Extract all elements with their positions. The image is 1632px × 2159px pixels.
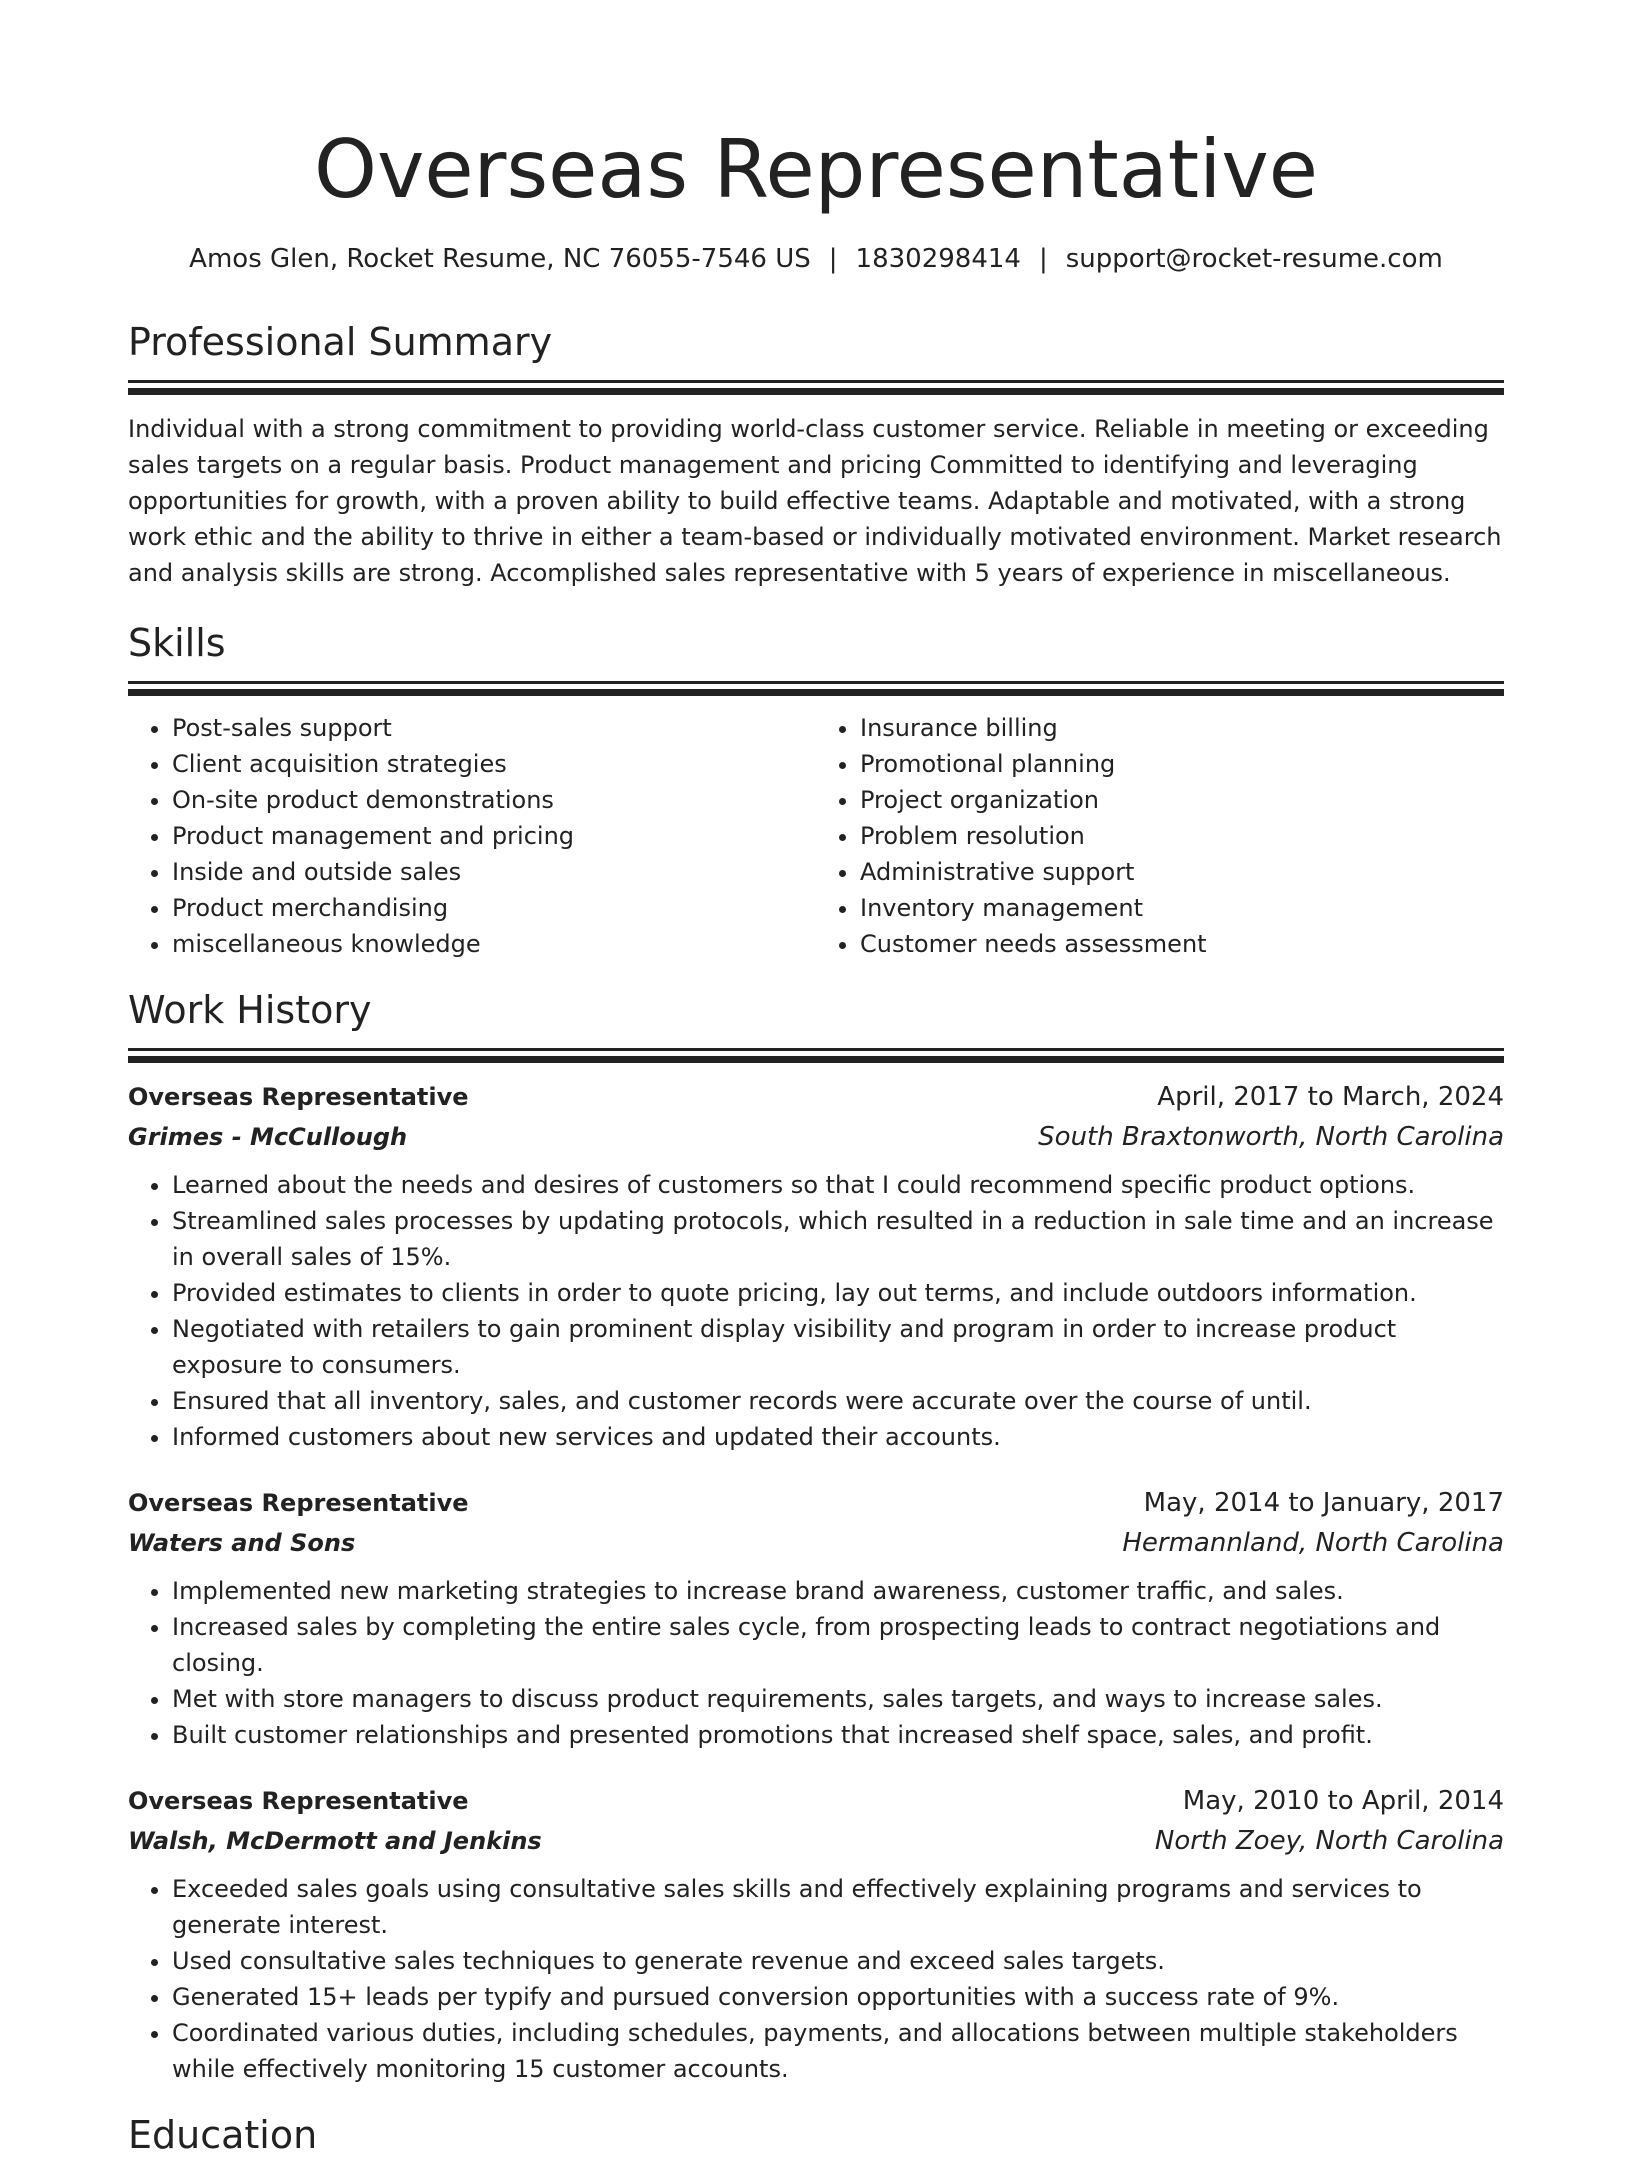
job-entry <box>128 1077 1504 1455</box>
job-dates: May, 2010 to April, 2014 <box>1182 1786 1504 1816</box>
skill-item: • Insurance billing <box>860 710 1504 746</box>
job-bullet: • Coordinated various duties, including schedules, payments, and allocations between multiple stakeholders while effectively monitoring 15 customer accounts. <box>172 2015 1504 2087</box>
skill-item: • On-site product demonstrations <box>172 782 816 818</box>
skill-item: • miscellaneous knowledge <box>172 926 816 962</box>
job-company-row <box>128 1117 1504 1157</box>
skill-item: • Inside and outside sales <box>172 854 816 890</box>
contact-address: Amos Glen, Rocket Resume, NC 76055-7546 US <box>189 244 811 274</box>
job-bullet: • Used consultative sales techniques to generate revenue and exceed sales targets. <box>172 1943 1504 1979</box>
job-bullet: • Informed customers about new services and updated their accounts. <box>172 1419 1504 1455</box>
skill-item: • Post-sales support <box>172 710 816 746</box>
job-entry <box>128 1781 1504 2087</box>
skills-list-right <box>816 710 1504 962</box>
skill-item: • Problem resolution <box>860 818 1504 854</box>
summary-section <box>128 318 1504 591</box>
contact-separator: | <box>1038 244 1048 274</box>
job-bullets <box>128 1871 1504 2087</box>
skills-heading: Skills <box>128 621 226 665</box>
job-title: Overseas Representative <box>128 1489 469 1517</box>
summary-text: Individual with a strong commitment to providing world-class customer service. Reliable in meeting or exceeding sales targets on a regular basis. Product management and pricing Committed to identifying and leveraging opportunities for growth, with a proven ability to build effective teams. Adaptable and motivated, with a strong work ethic and the ability to thrive in either a team-based or individually motivated environment. Market research and analysis skills are strong. Accomplished sales representative with 5 years of experience in miscellaneous. <box>128 415 1502 587</box>
job-title: Overseas Representative <box>128 1787 469 1815</box>
education-heading: Education <box>128 2113 318 2157</box>
job-header-row <box>128 1781 1504 1821</box>
job-bullet: • Generated 15+ leads per typify and pursued conversion opportunities with a success rate of 9%. <box>172 1979 1504 2015</box>
job-bullet: • Implemented new marketing strategies to increase brand awareness, customer traffic, and sales. <box>172 1573 1504 1609</box>
job-dates: April, 2017 to March, 2024 <box>1157 1082 1504 1112</box>
section-rule <box>128 1056 1504 1063</box>
contact-phone: 1830298414 <box>855 244 1021 274</box>
skill-item: • Administrative support <box>860 854 1504 890</box>
job-bullets <box>128 1573 1504 1753</box>
skill-item: • Customer needs assessment <box>860 926 1504 962</box>
section-rule <box>128 380 1504 383</box>
job-bullet: • Built customer relationships and presented promotions that increased shelf space, sales, and profit. <box>172 1717 1504 1753</box>
job-header-row <box>128 1483 1504 1523</box>
skill-item: • Promotional planning <box>860 746 1504 782</box>
skill-item: • Product management and pricing <box>172 818 816 854</box>
job-bullet: • Learned about the needs and desires of customers so that I could recommend specific product options. <box>172 1167 1504 1203</box>
job-bullet: • Streamlined sales processes by updating protocols, which resulted in a reduction in sale time and an increase in overall sales of 15%. <box>172 1203 1504 1275</box>
job-header-row <box>128 1077 1504 1117</box>
job-bullet: • Negotiated with retailers to gain prominent display visibility and program in order to increase product exposure to consumers. <box>172 1311 1504 1383</box>
job-company: Walsh, McDermott and Jenkins <box>128 1827 542 1855</box>
contact-separator: | <box>828 244 838 274</box>
section-rule <box>128 388 1504 395</box>
work-history-section <box>128 986 1504 2087</box>
section-rule <box>128 681 1504 684</box>
job-bullet: • Exceeded sales goals using consultative sales skills and effectively explaining programs and services to generate interest. <box>172 1871 1504 1943</box>
job-bullet: • Provided estimates to clients in order to quote pricing, lay out terms, and include outdoors information. <box>172 1275 1504 1311</box>
education-section <box>128 2111 1504 2159</box>
resume-title: Overseas Representative <box>314 123 1318 216</box>
skill-item: • Client acquisition strategies <box>172 746 816 782</box>
job-bullet: • Met with store managers to discuss product requirements, sales targets, and ways to increase sales. <box>172 1681 1504 1717</box>
summary-heading: Professional Summary <box>128 320 553 364</box>
work-history-heading: Work History <box>128 988 372 1032</box>
job-bullet: • Ensured that all inventory, sales, and customer records were accurate over the course of until. <box>172 1383 1504 1419</box>
job-company-row <box>128 1821 1504 1861</box>
section-rule <box>128 1048 1504 1051</box>
job-location: North Zoey, North Carolina <box>1154 1826 1504 1856</box>
job-location: Hermannland, North Carolina <box>1122 1528 1504 1558</box>
job-company: Grimes - McCullough <box>128 1123 408 1151</box>
skill-item: • Product merchandising <box>172 890 816 926</box>
job-dates: May, 2014 to January, 2017 <box>1143 1488 1504 1518</box>
section-rule <box>128 689 1504 696</box>
contact-line <box>128 242 1504 276</box>
skill-item: • Project organization <box>860 782 1504 818</box>
skill-item: • Inventory management <box>860 890 1504 926</box>
contact-email: support@rocket-resume.com <box>1065 244 1443 274</box>
skills-section <box>128 619 1504 962</box>
skills-columns <box>128 710 1504 962</box>
job-company: Waters and Sons <box>128 1529 356 1557</box>
job-title: Overseas Representative <box>128 1083 469 1111</box>
skills-list-left <box>128 710 816 962</box>
job-bullet: • Increased sales by completing the entire sales cycle, from prospecting leads to contract negotiations and closing. <box>172 1609 1504 1681</box>
job-company-row <box>128 1523 1504 1563</box>
job-bullets <box>128 1167 1504 1455</box>
job-location: South Braxtonworth, North Carolina <box>1038 1122 1504 1152</box>
job-entry <box>128 1483 1504 1753</box>
